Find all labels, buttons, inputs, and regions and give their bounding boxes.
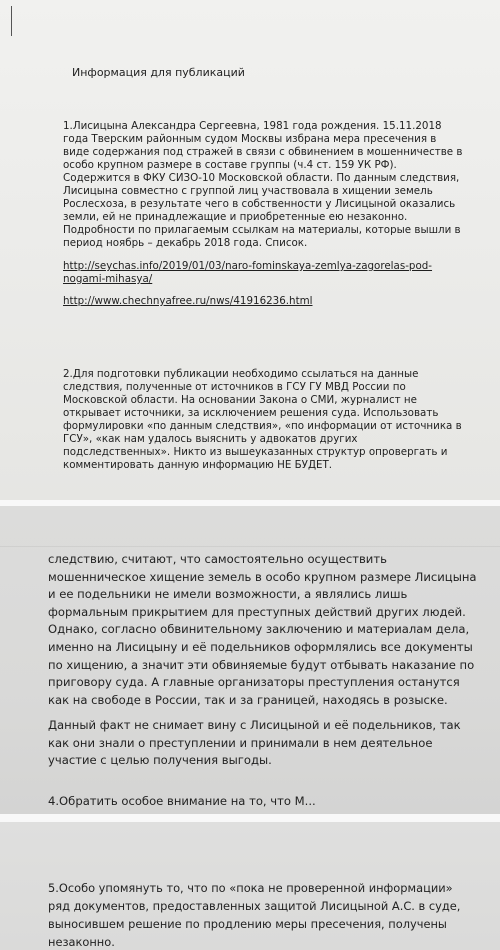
item-5-paragraph: 5.Особо упомянуть то, что по «пока не проверенной информации» ряд документов, предоставленных защитой Лисицыной А.С. в суде, выносившем решение по продлению меры пресечения, получены незаконно. [48, 881, 461, 949]
conclusion-paragraph: Данный факт не снимает вину с Лисицыной и её подельников, так как они знали о преступлении и принимали в нем деятельное участие с целью получения выгоды. [48, 718, 461, 768]
paper-crease [0, 546, 500, 547]
source-link-1[interactable]: http://seychas.info/2019/01/03/naro-fominskaya-zemlya-zagorelas-pod-nogami-mihasya/ [63, 260, 433, 285]
item-1-paragraph: 1.Лисицына Александра Сергеевна, 1981 года рождения. 15.11.2018 года Тверским районным судом Москвы избрана мера пресечения в виде содержания под стражей в связи с обвинением в мошенничестве в особо крупном размере в составе группы (ч.4 ст. 159 УК РФ). Содержится в ФКУ СИЗО-10 Московской области. По данным следствия, Лисицына совместно с группой лиц участвовала в хищении земель Рослесхоза, в результате чего в собственности у Лисицыной оказались земли, ей не принадлежащие и приобретенные ею незаконно. Подробности по прилагаемым ссылкам на материалы, которые вышли в период ноябрь – декабрь 2018 года. Список. [63, 120, 463, 249]
document-page-3 [0, 822, 500, 950]
document-heading: Информация для публикаций [72, 66, 245, 79]
item-2-paragraph: 2.Для подготовки публикации необходимо ссылаться на данные следствия, полученные от источников в ГСУ ГУ МВД России по Московской области. На основании Закона о СМИ, журналист не открывает источники, за исключением решения суда. Использовать формулировки «по данным следствия», «по информации от источника в ГСУ», «как нам удалось выяснить у адвокатов других подследственных». Никто из вышеуказанных структур опровергать и комментировать данную информацию НЕ БУДЕТ. [63, 368, 462, 471]
page-gap [0, 814, 500, 822]
source-link-2[interactable]: http://www.chechnyafree.ru/nws/41916236.html [63, 295, 313, 307]
item-4-partial: 4.Обратить особое внимание на то, что М... [48, 794, 316, 808]
page-edge-mark [11, 6, 12, 36]
document-page-2 [0, 506, 500, 814]
continuation-paragraph: следствию, считают, что самостоятельно осуществить мошенническое хищение земель в особо крупном размере Лисицына и ее подельники не имели возможности, а являлись лишь формальным прикрытием для преступных действий других людей. Однако, согласно обвинительному заключению и материалам дела, именно на Лисицыну и её подельников оформлялись все документы по хищению, а значит эти обвиняемые будут отбывать наказание по приговору суда. А главные организаторы преступления останутся как на свободе в России, так и за границей, находясь в розыске. [48, 552, 477, 707]
